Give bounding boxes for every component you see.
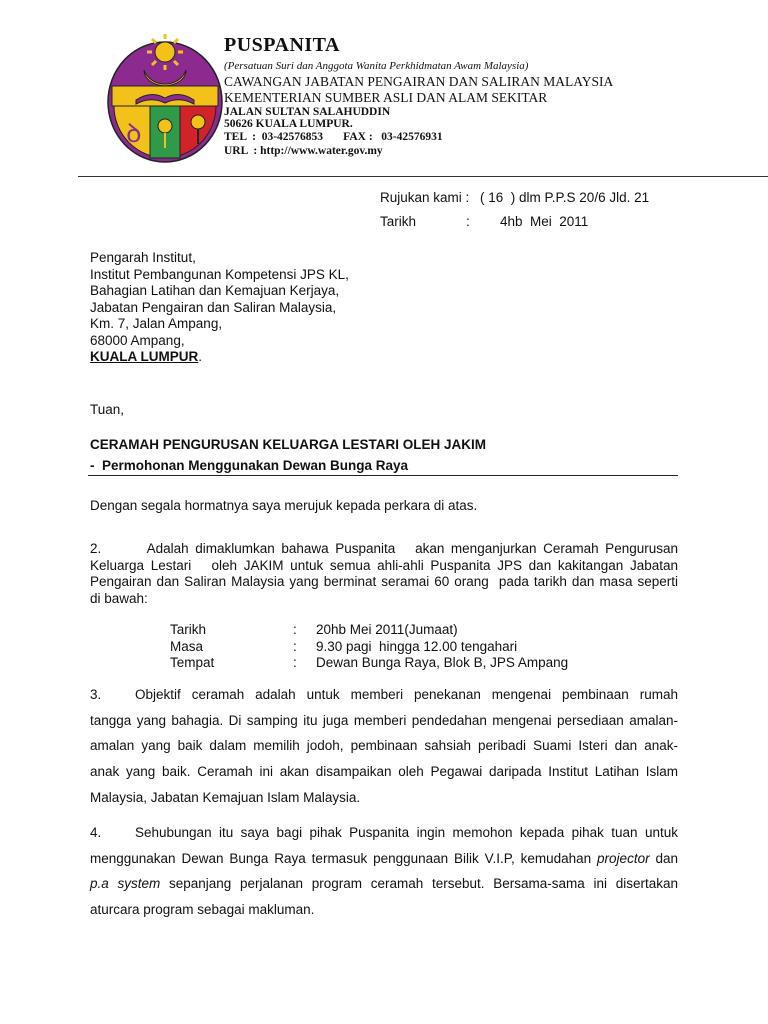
- address-line: Institut Pembangunan Kompetensi JPS KL,: [90, 266, 349, 282]
- paragraph-4-italic: p.a system: [90, 876, 161, 892]
- paragraph-2-line: 2. Adalah dimaklumkan bahawa Puspanita akan menganjurkan Ceramah Pengurusan: [90, 541, 678, 556]
- paragraph-4: [90, 820, 678, 923]
- detail-colon: :: [293, 639, 297, 654]
- date-value: 4hb Mei 2011: [500, 214, 589, 229]
- address-line: 68000 Ampang,: [90, 332, 185, 348]
- salutation: Tuan,: [90, 402, 125, 417]
- svg-text:ꝺ: ꝺ: [126, 119, 142, 149]
- ref-label: Rujukan kami :: [380, 190, 470, 205]
- detail-value-date: 20hb Mei 2011(Jumaat): [316, 622, 458, 637]
- org-full-name: (Persatuan Suri dan Anggota Wanita Perkhidmatan Awam Malaysia): [224, 60, 529, 72]
- address-line: Bahagian Latihan dan Kemajuan Kerjaya,: [90, 283, 340, 298]
- paragraph-3-line: Objektif ceramah adalah untuk memberi penekanan mengenai pembinaan rumah: [135, 687, 678, 702]
- detail-label-place: Tempat: [170, 655, 215, 670]
- subject-title: CERAMAH PENGURUSAN KELUARGA LESTARI OLEH JAKIM: [90, 437, 487, 452]
- detail-colon: :: [293, 655, 297, 670]
- puspanita-emblem-icon: [106, 30, 224, 164]
- org-name: PUSPANITA: [224, 34, 340, 56]
- paragraph-3-number: 3.: [90, 687, 102, 702]
- paragraph-2-line: Keluarga Lestari oleh JAKIM untuk semua ahli-ahli Puspanita JPS dan kakitangan Jabatan: [90, 557, 678, 573]
- address-line: Pengarah Institut,: [90, 250, 196, 265]
- address-line: Km. 7, Jalan Ampang,: [90, 316, 223, 331]
- paragraph-4-italic: projector: [597, 850, 650, 866]
- detail-colon: :: [293, 622, 297, 637]
- paragraph-2-line: Pengairan dan Saliran Malaysia yang berminat seramai 60 orang pada tarikh dan masa seperti: [90, 574, 678, 589]
- address-city: KUALA LUMPUR: [90, 349, 199, 364]
- org-postcode-city: 50626 KUALA LUMPUR.: [224, 118, 353, 130]
- paragraph-3-line: Malaysia, Jabatan Kemajuan Islam Malaysia.: [90, 789, 361, 805]
- paragraph-4-text: sepanjang perjalanan program ceramah tersebut. Bersama-sama ini disertakan: [160, 876, 678, 892]
- recipient-address: [90, 250, 349, 366]
- header-divider: [78, 176, 768, 177]
- address-line: Jabatan Pengairan dan Saliran Malaysia,: [90, 299, 337, 315]
- org-url: URL : http://www.water.gov.my: [224, 145, 383, 157]
- paragraph-4-number: 4.: [90, 825, 102, 840]
- subject-underline: [88, 475, 678, 476]
- ref-value: ( 16 ) dlm P.P.S 20/6 Jld. 21: [480, 190, 650, 205]
- paragraph-3-line: anak yang baik. Ceramah ini akan disampaikan oleh Pegawai daripada Institut Latihan Islam: [90, 764, 678, 780]
- paragraph-3: [90, 682, 678, 811]
- subject-subtitle: - Permohonan Menggunakan Dewan Bunga Raya: [90, 458, 409, 473]
- detail-label-time: Masa: [170, 639, 204, 654]
- org-branch: CAWANGAN JABATAN PENGAIRAN DAN SALIRAN MALAYSIA: [224, 74, 614, 89]
- org-street: JALAN SULTAN SALAHUDDIN: [224, 106, 391, 118]
- detail-label-date: Tarikh: [170, 622, 207, 637]
- detail-value-place: Dewan Bunga Raya, Blok B, JPS Ampang: [316, 655, 569, 670]
- date-colon: :: [466, 214, 470, 229]
- detail-value-time: 9.30 pagi hingga 12.00 tengahari: [316, 639, 518, 654]
- org-tel-fax: TEL : 03-42576853 FAX : 03-42576931: [224, 131, 443, 143]
- address-city-suffix: .: [198, 349, 203, 364]
- paragraph-4-line: Sehubungan itu saya bagi pihak Puspanita ingin memohon kepada pihak tuan untuk: [135, 825, 678, 840]
- address-city-line: [90, 349, 349, 366]
- paragraph-2: [90, 541, 678, 607]
- org-ministry: KEMENTERIAN SUMBER ASLI DAN ALAM SEKITAR: [224, 90, 548, 105]
- paragraph-1: Dengan segala hormatnya saya merujuk kepada perkara di atas.: [90, 498, 478, 513]
- paragraph-3-line: amalan yang baik dalam memilih jodoh, pembinaan sahsiah peribadi Suami Isteri dan anak-: [90, 738, 678, 754]
- paragraph-4-text: dan: [649, 850, 678, 866]
- paragraph-2-line: di bawah:: [90, 590, 148, 606]
- paragraph-4-line: aturcara program sebagai makluman.: [90, 902, 315, 918]
- date-label: Tarikh: [380, 214, 417, 229]
- paragraph-3-line: tangga yang bahagia. Di samping itu juga memberi pendedahan mengenai persediaan amalan-: [90, 712, 678, 728]
- paragraph-4-text: menggunakan Dewan Bunga Raya termasuk penggunaan Bilik V.I.P, kemudahan: [90, 850, 598, 866]
